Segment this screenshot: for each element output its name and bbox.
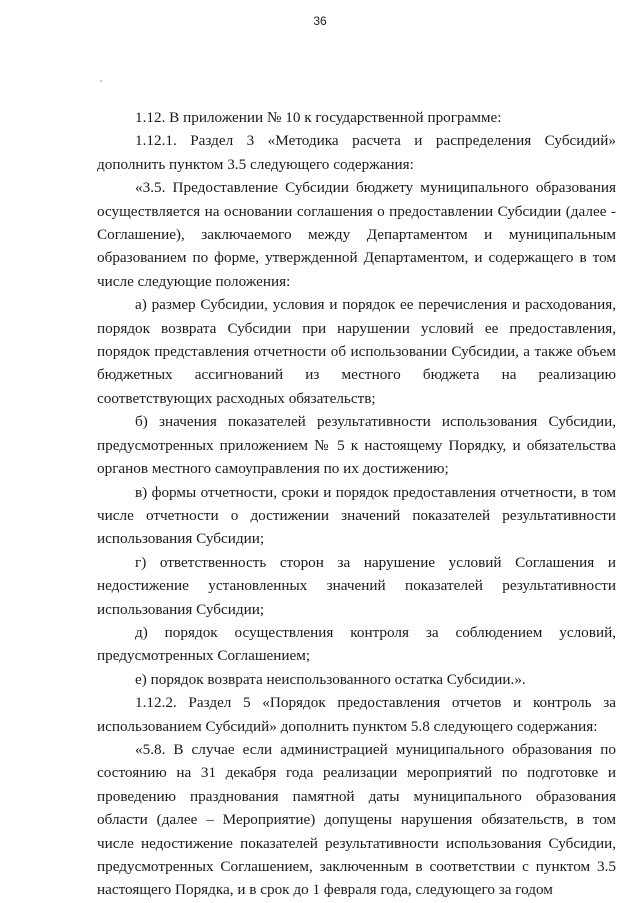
paragraph-1-12: 1.12. В приложении № 10 к государственной программе:	[135, 109, 502, 126]
list-item-a: а) размер Субсидии, условия и порядок ее перечисления и расходования, порядок возврата Субсидии при нарушении условий ее предоставления, порядок представления отчетности об использовании Субсидии, а также объем бюджетных ассигнований из местного бюджета на реализацию соответствующих расходных обязательств;	[97, 296, 616, 407]
list-item-d: д) порядок осуществления контроля за соблюдением условий, предусмотренных Соглашением;	[97, 623, 616, 665]
paragraph-1-12-1: 1.12.1. Раздел 3 «Методика расчета и распределения Субсидий» дополнить пунктом 3.5 следующего содержания:	[97, 132, 616, 173]
list-item-e: е) порядок возврата неиспользованного остатка Субсидии.».	[135, 670, 526, 688]
paragraph-5-8: «5.8. В случае если администрацией муниципального образования по состоянию на 31 декабря года реализации мероприятий по подготовке и проведению празднования памятной даты муниципального образования области (далее – Мероприятие) допущены нарушения обязательств, в том числе недостижение показателей результативности использования Субсидии, предусмотренных Соглашением, заключенным в соответствии с пунктом 3.5 настоящего Порядка, и в срок до 1 февраля года, следующего за годом	[97, 740, 616, 899]
scan-speck	[100, 80, 102, 82]
paragraph-3-5: «3.5. Предоставление Субсидии бюджету муниципального образования осуществляется на основании соглашения о предоставлении Субсидии (далее - Соглашение), заключаемого между Департаментом и муниципальным образованием по форме, утвержденной Департаментом, и содержащего в том числе следующие положения:	[97, 179, 616, 290]
list-item-g: г) ответственность сторон за нарушение условий Соглашения и недостижение установленных значений показателей результативности использования Субсидии;	[97, 553, 616, 618]
document-body	[97, 106, 616, 902]
list-item-v: в) формы отчетности, сроки и порядок предоставления отчетности, в том числе отчетности о достижении значений показателей результативности использования Субсидии;	[97, 483, 616, 548]
page-number: 36	[313, 14, 327, 28]
paragraph-1-12-2: 1.12.2. Раздел 5 «Порядок предоставления отчетов и контроль за использованием Субсидий» дополнить пунктом 5.8 следующего содержания:	[97, 694, 616, 735]
list-item-b: б) значения показателей результативности использования Субсидии, предусмотренных приложением № 5 к настоящему Порядку, и обязательства органов местного самоуправления по их достижению;	[97, 413, 616, 478]
